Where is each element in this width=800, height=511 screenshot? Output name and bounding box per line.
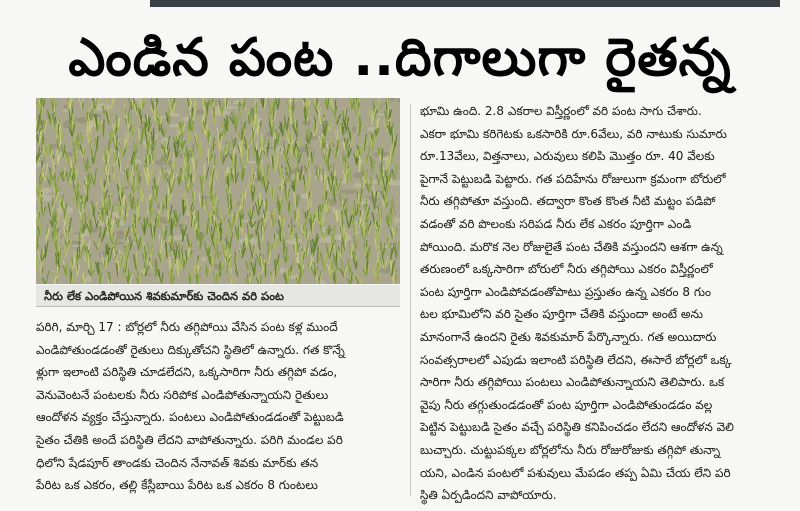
text-line: పరిగి, మార్చి 17 : బోర్లలో నీరు తగ్గిపోయి వేసిన పంట కళ్ల ముందే — [36, 320, 338, 334]
right-column — [420, 100, 788, 507]
text-line: సారిగా నీరు తగ్గిపోయి పంటలు ఎండిపోతున్నాయని తెలిపారు. ఒక — [420, 375, 725, 390]
text-line: ళ్లుగా ఇలాంటి పరిస్థితి చూడలేదని, ఒక్కసారిగా నీరు తగ్గిపో వడం, — [36, 365, 338, 380]
text-line: పైగానే పెట్టుబడి పెట్టారు. గత పదిహేను రోజులుగా క్రమంగా బోరులో — [420, 171, 726, 186]
text-line: మానంగానే ఉందని రైతు శివకుమార్ పేర్కొన్నారు. గత అయిదారు — [420, 329, 717, 344]
text-line: వైపు నీరు తగ్గుతుండడంతో పంట పూర్తిగా ఎండిపోతుండడం వల్ల — [420, 397, 713, 412]
text-line: నీరు తగ్గిపోతూ వస్తుంది. తద్వారా కొంత కొంత నీటి మట్టం పడిపో — [420, 194, 716, 209]
text-line: ధిలోని షేడపూర్ తాండకు చెందిన నేనావత్ శివకు మార్‌కు తన — [36, 455, 319, 470]
text-line: స్థితి ఏర్పడిందని వాపోయారు. — [420, 488, 557, 503]
text-line: వడంతో వరి పొలంకు సరిపడ నీరు లేక ఎకరం పూర్తిగా ఎండి — [420, 216, 692, 231]
paddy-field-photo — [36, 98, 400, 284]
text-line: యని, ఎండిన పంటలో పశువులు మేపడం తప్ప ఏమి చేయ లేని పరి — [420, 465, 731, 480]
text-line: భూమి ఉంది. 2.8 ఎకరాల విస్తీర్ణంలో వరి పంట సాగు చేశారు. — [420, 104, 702, 118]
text-line: రూ.13వేలు, విత్తనాలు, ఎరువులు కలిపి మొత్తం రూ. 40 వేలకు — [420, 149, 715, 164]
text-line: పంట పూర్తిగా ఎండిపోవడంతోపాటు ప్రస్తుతం ఉన్న ఎకరం 8 గుం — [420, 284, 712, 299]
text-line: పెట్టిన పెట్టుబడి సైతం వచ్చే పరిస్థితి కనిపించడం లేదని ఆందోళన వెలి — [420, 420, 734, 435]
left-column — [36, 316, 408, 497]
text-line: టల భూమిలోని వరి సైతం పూర్తిగా చేతికి వస్తుందా అంటే అను — [420, 307, 704, 322]
top-decorative-bar — [150, 0, 780, 7]
text-line: సంవత్సరాలలో ఎపుడు ఇలాంటి పరిస్థితి లేదని, ఈసారే బోర్లలో ఒక్క — [420, 352, 732, 367]
text-line: ఆందోళన వ్యక్తం చేస్తున్నారు. పంటలు ఎండిపోతుండడంతో పెట్టుబడి — [36, 410, 344, 425]
text-line: పోయింది. మరొక నెల రోజులైతే పంట చేతికి వస్తుందని ఆశగా ఉన్న — [420, 239, 723, 254]
text-line: ఎకరా భూమి కరిగెటకు ఒకసారికి రూ.6వేలు, వరి నాటుకు సుమారు — [420, 126, 727, 141]
photo-caption: నీరు లేక ఎండిపోయిన శివకుమార్‌కు చెందిన వరి పంట — [36, 285, 400, 307]
text-line: బుచ్చారు. చుట్టుపక్కల బోర్లలోను నీరు రోజురోజుకు తగ్గిపో తున్నా — [420, 442, 721, 457]
text-line: పేరిట ఒక ఎకరం, తల్లి కేస్లీబాయి పేరిట ఒక ఎకరం 8 గుంటలు — [36, 478, 318, 493]
text-line: ఎండిపోతుండడంతో రైతులు దిక్కుతోచని స్థితిలో ఉన్నారు. గత కొన్నే — [36, 342, 345, 357]
text-line: తరుణంలో ఒక్కసారిగా బోరులో నీరు తగ్గిపోయి ఎకరం విస్తీర్ణంలో — [420, 262, 713, 277]
text-line: సైతం చేతికి అందే పరిస్థితి లేదని వాపోతున్నారు. పరిగి మండల పరి — [36, 432, 343, 447]
text-line: వెనువెంటనే పంటలకు నీరు సరిపోక ఎండిపోతున్నాయని రైతులు — [36, 387, 329, 402]
headline: ఎండిన పంట ..దిగాలుగా రైతన్న — [68, 28, 732, 88]
column-divider — [410, 104, 411, 496]
